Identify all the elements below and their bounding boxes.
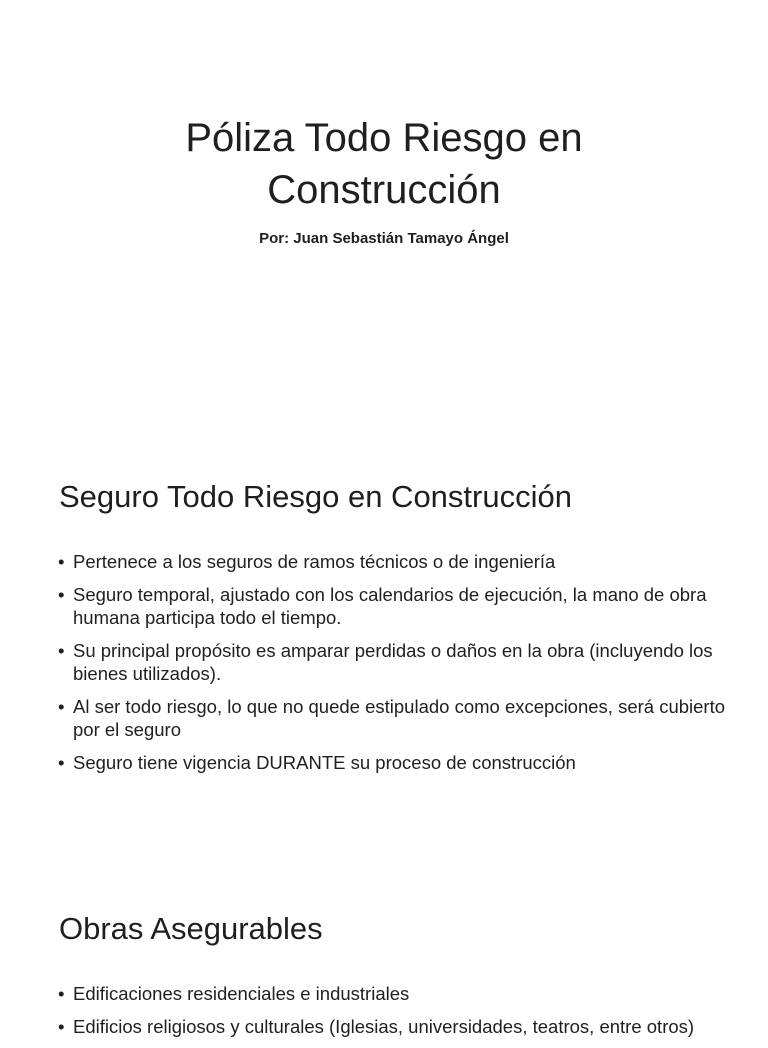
bullet-text: Su principal propósito es amparar perdidas o daños en la obra (incluyendo los bienes utilizados).	[73, 640, 713, 684]
bullet-item	[58, 695, 728, 741]
bullet-text: Seguro temporal, ajustado con los calendarios de ejecución, la mano de obra humana participa todo el tiempo.	[73, 584, 707, 628]
bullet-dot-icon: •	[58, 696, 65, 717]
author-subtitle: Por: Juan Sebastián Tamayo Ángel	[259, 230, 509, 247]
bullet-dot-icon: •	[58, 1016, 65, 1037]
bullet-dot-icon: •	[58, 640, 65, 661]
bullet-item	[58, 1015, 728, 1038]
bullet-text: Edificaciones residenciales e industriales	[73, 983, 410, 1004]
content-slide-seguro	[0, 432, 768, 864]
bullet-dot-icon: •	[58, 551, 65, 572]
bullet-list	[58, 982, 728, 1048]
bullet-text: Seguro tiene vigencia DURANTE su proceso de construcción	[73, 752, 576, 773]
bullet-item	[58, 639, 728, 685]
bullet-item	[58, 550, 728, 573]
bullet-text: Al ser todo riesgo, lo que no quede estipulado como excepciones, será cubierto por el seguro	[73, 696, 726, 740]
bullet-list	[58, 550, 728, 784]
presentation-title	[0, 112, 768, 216]
bullet-dot-icon: •	[58, 983, 65, 1004]
title-slide	[0, 0, 768, 432]
content-slide-obras	[0, 864, 768, 1037]
title-line-1: Póliza Todo Riesgo en	[185, 116, 583, 160]
title-line-2: Construcción	[267, 168, 501, 212]
bullet-item	[58, 583, 728, 629]
bullet-text: Pertenece a los seguros de ramos técnicos o de ingeniería	[73, 551, 556, 572]
bullet-item	[58, 982, 728, 1005]
bullet-dot-icon: •	[58, 752, 65, 773]
slide-heading: Seguro Todo Riesgo en Construcción	[59, 479, 572, 514]
bullet-dot-icon: •	[58, 584, 65, 605]
bullet-item	[58, 751, 728, 774]
slide-heading: Obras Asegurables	[59, 911, 323, 946]
bullet-text: Edificios religiosos y culturales (Iglesias, universidades, teatros, entre otros)	[73, 1016, 695, 1037]
